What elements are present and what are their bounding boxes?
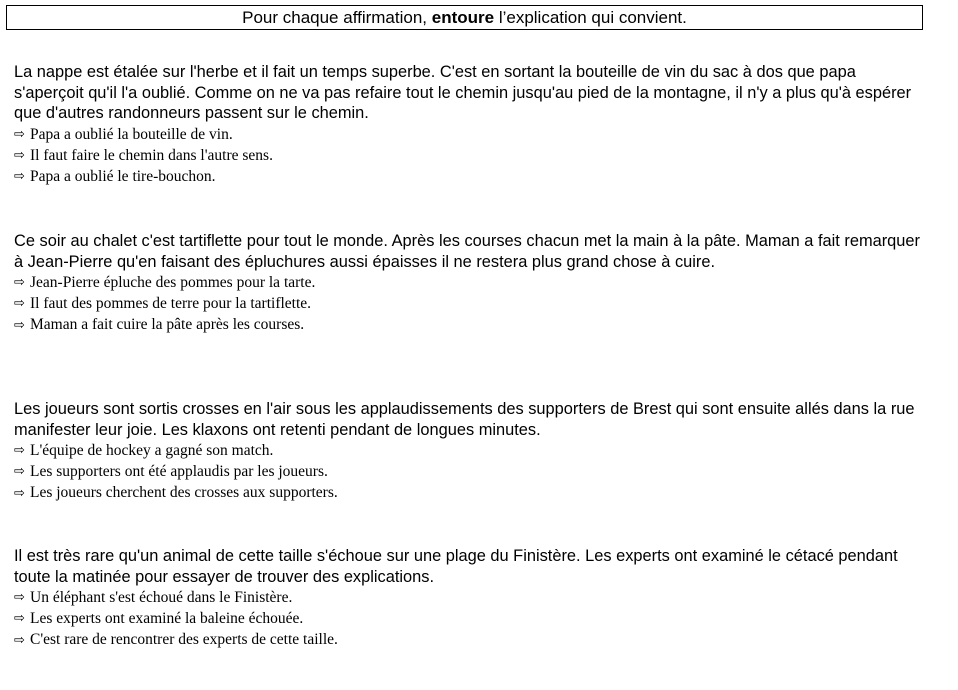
option-text: Il faut faire le chemin dans l'autre sens.: [30, 146, 273, 164]
right-arrow-icon: ⇨: [14, 126, 25, 142]
exercise-2: [14, 231, 924, 336]
option-text: Un éléphant s'est échoué dans le Finistère.: [30, 589, 293, 606]
exercise-4: [14, 546, 924, 651]
option-item[interactable]: [14, 145, 924, 166]
option-text: Jean-Pierre épluche des pommes pour la tarte.: [30, 274, 316, 291]
option-text: Papa a oublié le tire-bouchon.: [30, 167, 216, 185]
right-arrow-icon: ⇨: [14, 296, 25, 312]
instruction-suffix: l’explication qui convient.: [494, 8, 687, 27]
option-item[interactable]: [14, 272, 924, 293]
option-item[interactable]: [14, 314, 924, 335]
option-text: Les supporters ont été applaudis par les joueurs.: [30, 463, 328, 481]
option-item[interactable]: [14, 293, 924, 314]
instruction-bold: entoure: [431, 8, 495, 27]
option-item[interactable]: [14, 608, 924, 629]
option-text: Les joueurs cherchent des crosses aux supporters.: [30, 484, 338, 502]
option-item[interactable]: [14, 482, 924, 503]
right-arrow-icon: ⇨: [14, 443, 25, 459]
right-arrow-icon: ⇨: [14, 317, 25, 333]
option-item[interactable]: [14, 166, 924, 187]
right-arrow-icon: ⇨: [14, 632, 25, 648]
right-arrow-icon: ⇨: [14, 590, 25, 606]
options-list: [14, 587, 924, 651]
option-text: C'est rare de rencontrer des experts de cette taille.: [30, 631, 338, 649]
options-list: [14, 124, 924, 188]
right-arrow-icon: ⇨: [14, 464, 25, 480]
instruction-prefix: Pour chaque affirmation,: [242, 8, 432, 27]
exercise-passage: Ce soir au chalet c'est tartiflette pour tout le monde. Après les courses chacun met la main à la pâte. Maman a fait remarquer à Jean-Pierre qu'en faisant des épluchures aussi épaisses il ne restera plus grand chose à cuire.: [14, 232, 920, 271]
option-item[interactable]: [14, 440, 924, 461]
option-text: Papa a oublié la bouteille de vin.: [30, 125, 233, 143]
right-arrow-icon: ⇨: [14, 611, 25, 627]
right-arrow-icon: ⇨: [14, 147, 25, 163]
exercise-passage: Il est très rare qu'un animal de cette taille s'échoue sur une plage du Finistère. Les experts ont examiné le cétacé pendant toute la matinée pour essayer de trouver des explications.: [14, 547, 898, 586]
option-text: L'équipe de hockey a gagné son match.: [30, 442, 274, 459]
option-text: Il faut des pommes de terre pour la tartiflette.: [30, 295, 312, 313]
option-item[interactable]: [14, 124, 924, 145]
options-list: [14, 272, 924, 336]
exercise-passage: La nappe est étalée sur l'herbe et il fait un temps superbe. C'est en sortant la bouteille de vin du sac à dos que papa s'aperçoit qu'il l'a oublié. Comme on ne va pas refaire tout le chemin jusqu'au pied de la montagne, il n'y a plus qu'à espérer que d'autres randonneurs passent sur le chemin.: [14, 63, 912, 122]
exercise-passage: Les joueurs sont sortis crosses en l'air sous les applaudissements des supporters de Brest qui sont ensuite allés dans la rue manifester leur joie. Les klaxons ont retenti pendant de longues minutes.: [14, 400, 915, 439]
options-list: [14, 440, 924, 504]
instruction-box: [6, 5, 923, 30]
option-item[interactable]: [14, 461, 924, 482]
option-item[interactable]: [14, 587, 924, 608]
right-arrow-icon: ⇨: [14, 485, 25, 501]
exercise-1: [14, 62, 924, 187]
right-arrow-icon: ⇨: [14, 169, 25, 184]
option-text: Maman a fait cuire la pâte après les courses.: [30, 316, 305, 334]
option-text: Les experts ont examiné la baleine échouée.: [30, 610, 304, 628]
option-item[interactable]: [14, 629, 924, 650]
right-arrow-icon: ⇨: [14, 275, 25, 291]
exercise-3: [14, 399, 924, 504]
